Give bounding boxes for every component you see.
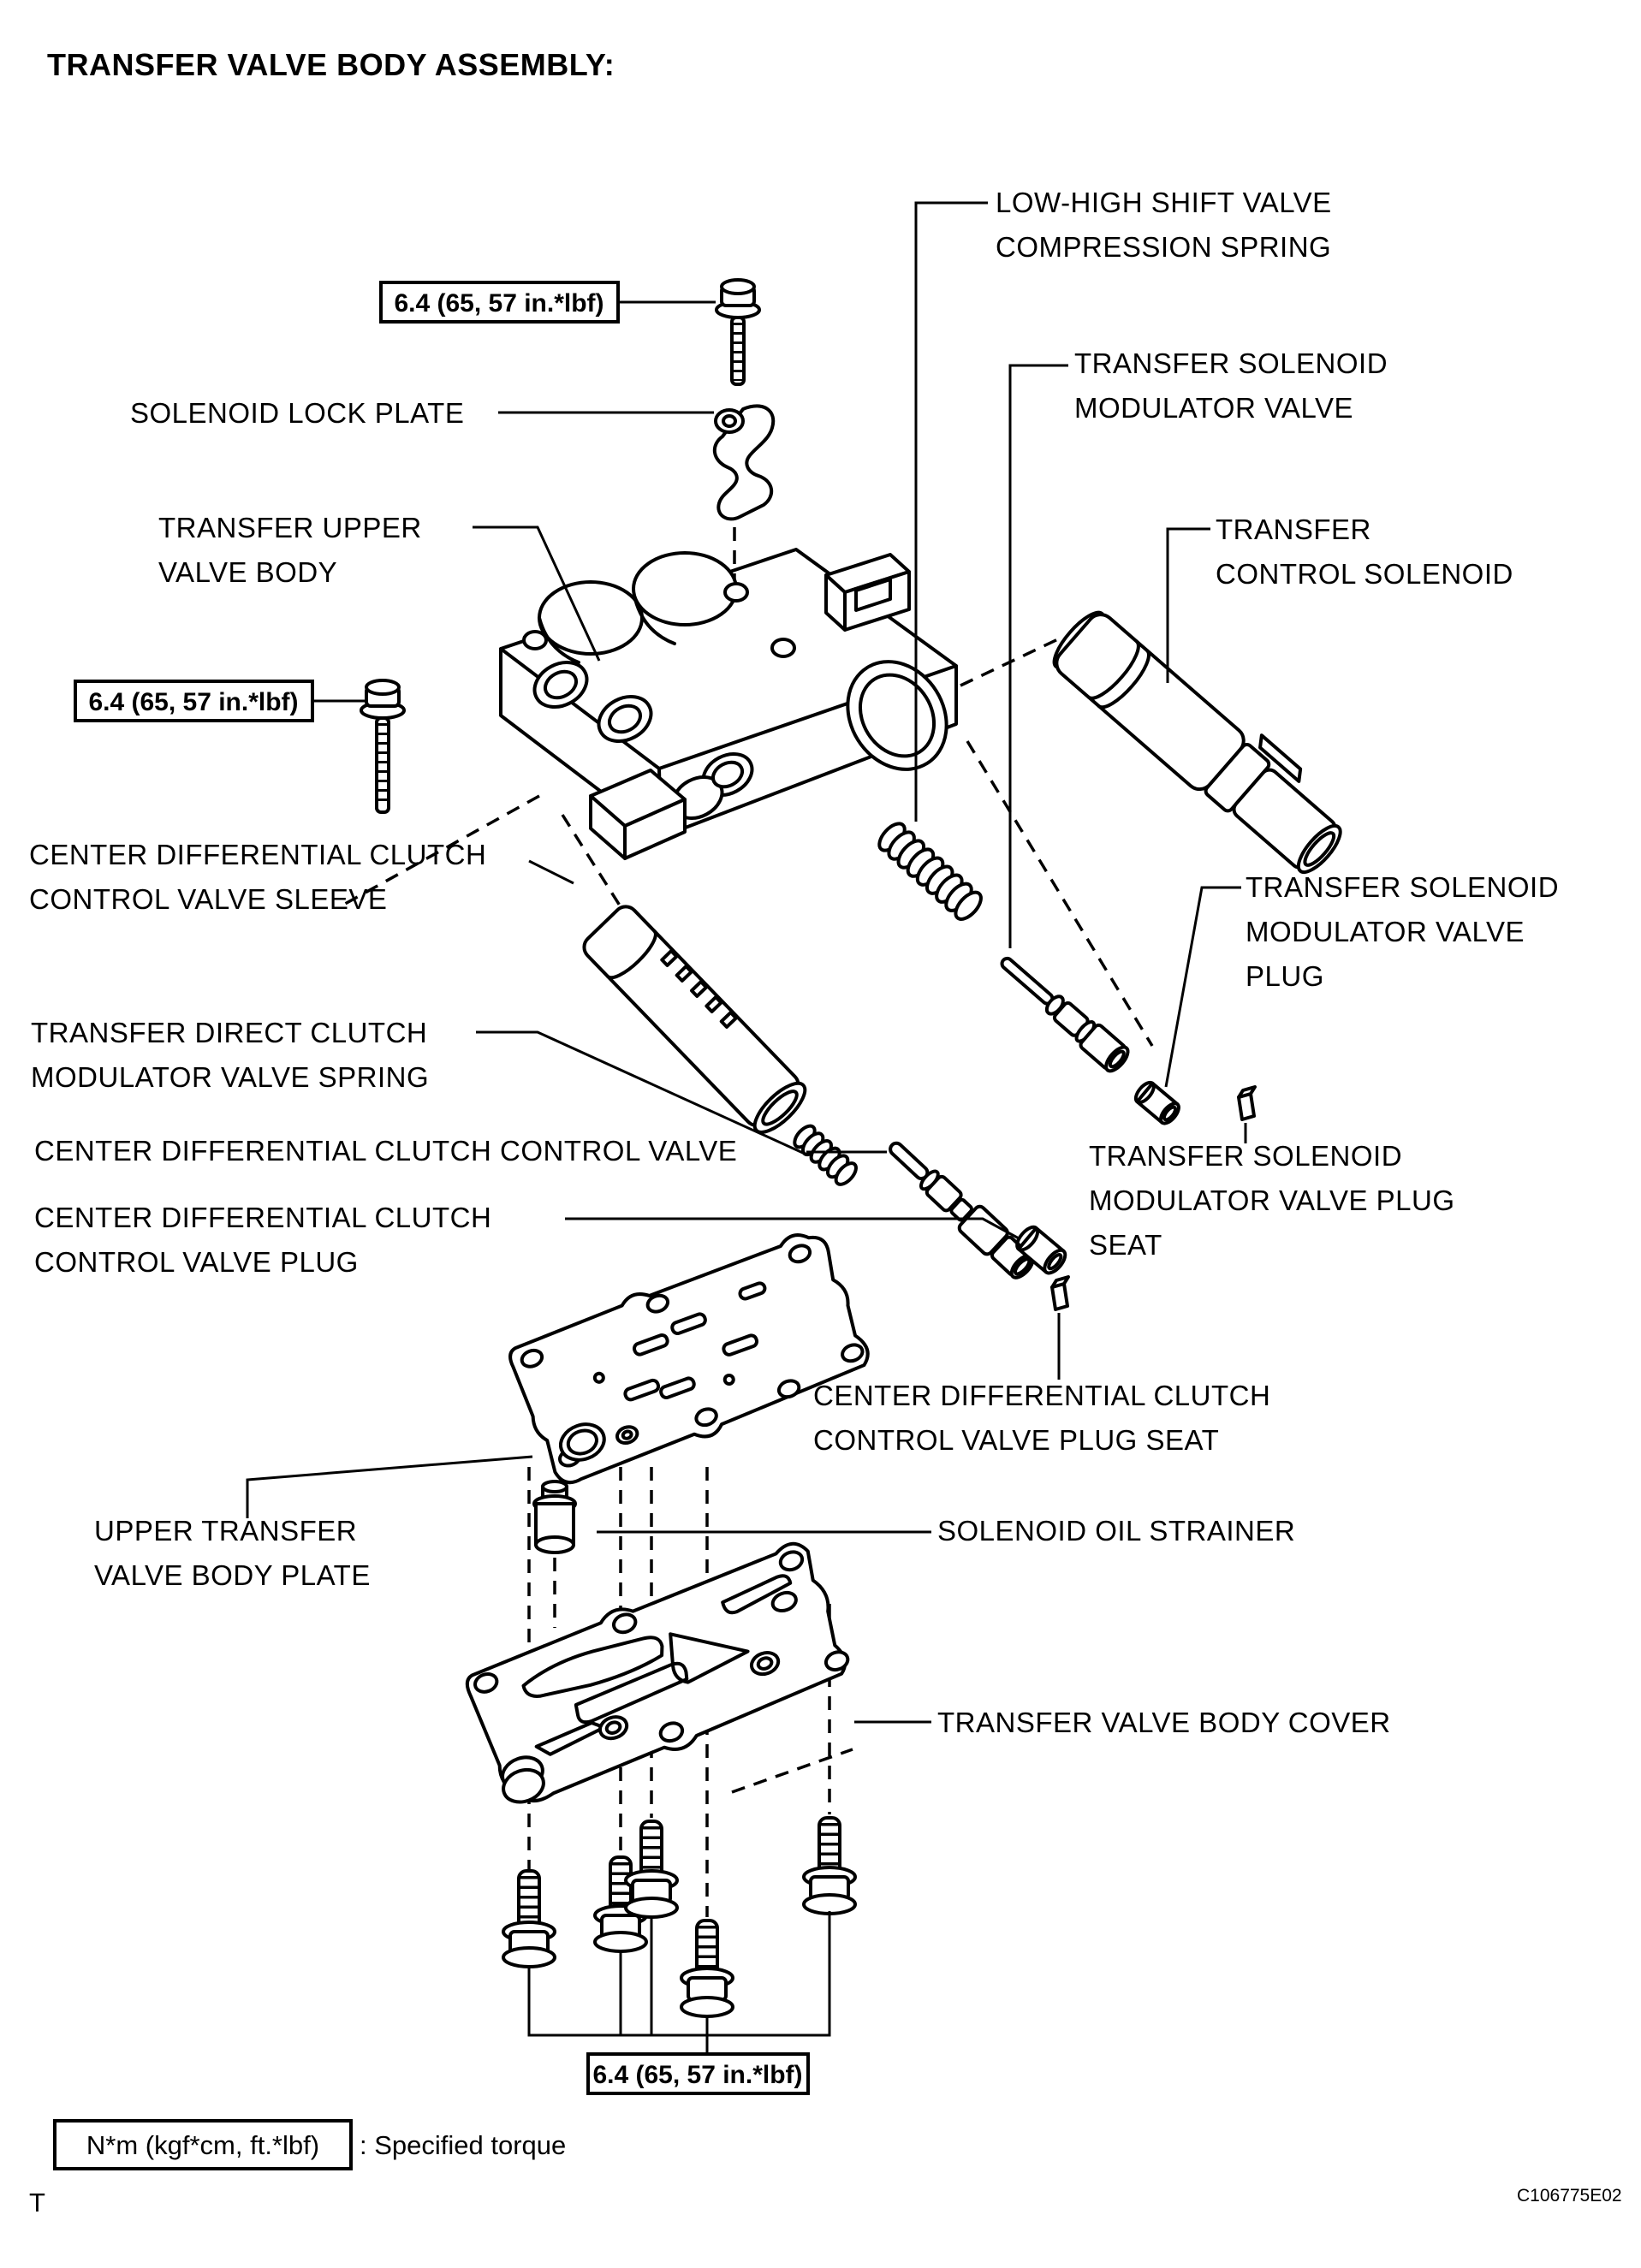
part-solenoid-oil-strainer: [534, 1481, 575, 1553]
callout-line: VALVE BODY PLATE: [94, 1559, 371, 1591]
page-title: TRANSFER VALVE BODY ASSEMBLY:: [47, 47, 615, 82]
part-solenoid-lock-plate: [715, 406, 773, 519]
footer-page-letter: T: [29, 2188, 45, 2218]
callout-line: TRANSFER SOLENOID: [1089, 1140, 1403, 1172]
torque-value-2: 6.4 (65, 57 in.*lbf): [88, 688, 299, 716]
callout-transfer-upper-valve-body: [158, 512, 422, 588]
callout-line: SEAT: [1089, 1229, 1162, 1261]
callout-center-differential-clutch-control-valve-plug: [34, 1202, 491, 1278]
callout-line: CENTER DIFFERENTIAL CLUTCH: [813, 1380, 1271, 1411]
figure-code: C106775E02: [1517, 2186, 1622, 2206]
callout-transfer-solenoid-modulator-valve-plug-seat: [1089, 1140, 1455, 1261]
part-center-differential-clutch-control-valve: [881, 1133, 1038, 1283]
callout-line: MODULATOR VALVE: [1074, 392, 1353, 424]
part-transfer-solenoid-modulator-valve-plug-seat: [1239, 1087, 1255, 1119]
callout-transfer-direct-clutch-modulator-valve-spring: [31, 1017, 429, 1093]
callout-line: MODULATOR VALVE SPRING: [31, 1061, 430, 1093]
callout-line: TRANSFER: [1216, 514, 1371, 545]
callout-line: CENTER DIFFERENTIAL CLUTCH: [29, 839, 487, 870]
callout-low-high-shift-valve-compression-spring: [996, 187, 1332, 263]
torque-value-1: 6.4 (65, 57 in.*lbf): [394, 289, 604, 318]
callout-line: LOW-HIGH SHIFT VALVE: [996, 187, 1332, 218]
callout-line: CONTROL VALVE PLUG SEAT: [813, 1424, 1220, 1456]
callout-line: CONTROL VALVE SLEEVE: [29, 883, 388, 915]
torque-value-3: 6.4 (65, 57 in.*lbf): [592, 2061, 803, 2089]
part-bolt-bottom-3: [626, 1821, 677, 1917]
callout-line: MODULATOR VALVE: [1246, 916, 1525, 947]
legend-description: : Specified torque: [360, 2130, 567, 2160]
part-center-differential-clutch-control-valve-plug-seat: [1052, 1277, 1068, 1309]
callout-line: TRANSFER SOLENOID: [1246, 871, 1560, 903]
part-transfer-solenoid-modulator-valve-plug: [1133, 1079, 1182, 1126]
callout-center-differential-clutch-control-valve-plug-seat: [813, 1380, 1270, 1456]
callout-line: SOLENOID OIL STRAINER: [937, 1515, 1296, 1547]
callout-solenoid-lock-plate: [130, 397, 464, 429]
callout-line: UPPER TRANSFER: [94, 1515, 358, 1547]
callout-upper-transfer-valve-body-plate: [94, 1515, 371, 1591]
part-bolt-top-1: [716, 280, 759, 384]
part-bolt-bottom-4: [681, 1921, 733, 2016]
callout-line: TRANSFER UPPER: [158, 512, 422, 543]
part-bolt-bottom-5: [804, 1818, 855, 1914]
callout-line: CONTROL SOLENOID: [1216, 558, 1513, 590]
callout-transfer-valve-body-cover: [937, 1707, 1391, 1738]
callout-center-differential-clutch-control-valve-sleeve: [29, 839, 486, 915]
callout-line: PLUG: [1246, 960, 1324, 992]
part-bolt-top-2: [361, 680, 404, 812]
callout-line: COMPRESSION SPRING: [996, 231, 1332, 263]
callout-solenoid-oil-strainer: [937, 1515, 1295, 1547]
part-transfer-solenoid-modulator-valve: [994, 949, 1132, 1074]
callout-transfer-control-solenoid: [1216, 514, 1513, 590]
callout-line: CENTER DIFFERENTIAL CLUTCH: [34, 1202, 492, 1233]
part-transfer-direct-clutch-modulator-valve-spring: [791, 1122, 859, 1187]
torque-box-2: [75, 681, 312, 721]
callout-line: SOLENOID LOCK PLATE: [130, 397, 465, 429]
part-bolt-bottom-1: [503, 1871, 555, 1967]
callout-line: CENTER DIFFERENTIAL CLUTCH CONTROL VALVE: [34, 1135, 738, 1167]
callout-line: CONTROL VALVE PLUG: [34, 1246, 359, 1278]
callout-transfer-solenoid-modulator-valve: [1074, 347, 1388, 424]
callout-line: TRANSFER SOLENOID: [1074, 347, 1388, 379]
torque-box-3: [588, 2054, 808, 2093]
callout-line: TRANSFER VALVE BODY COVER: [937, 1707, 1391, 1738]
torque-box-1: [381, 282, 618, 322]
part-transfer-control-solenoid: [1046, 596, 1359, 883]
torque-legend: [55, 2121, 566, 2169]
legend-box-text: N*m (kgf*cm, ft.*lbf): [86, 2130, 320, 2160]
callout-transfer-solenoid-modulator-valve-plug: [1246, 871, 1559, 992]
callout-center-differential-clutch-control-valve: [34, 1135, 737, 1167]
callout-line: VALVE BODY: [158, 556, 338, 588]
callout-line: MODULATOR VALVE PLUG: [1089, 1184, 1455, 1216]
callout-line: TRANSFER DIRECT CLUTCH: [31, 1017, 428, 1048]
part-low-high-shift-valve-compression-spring: [875, 819, 985, 923]
